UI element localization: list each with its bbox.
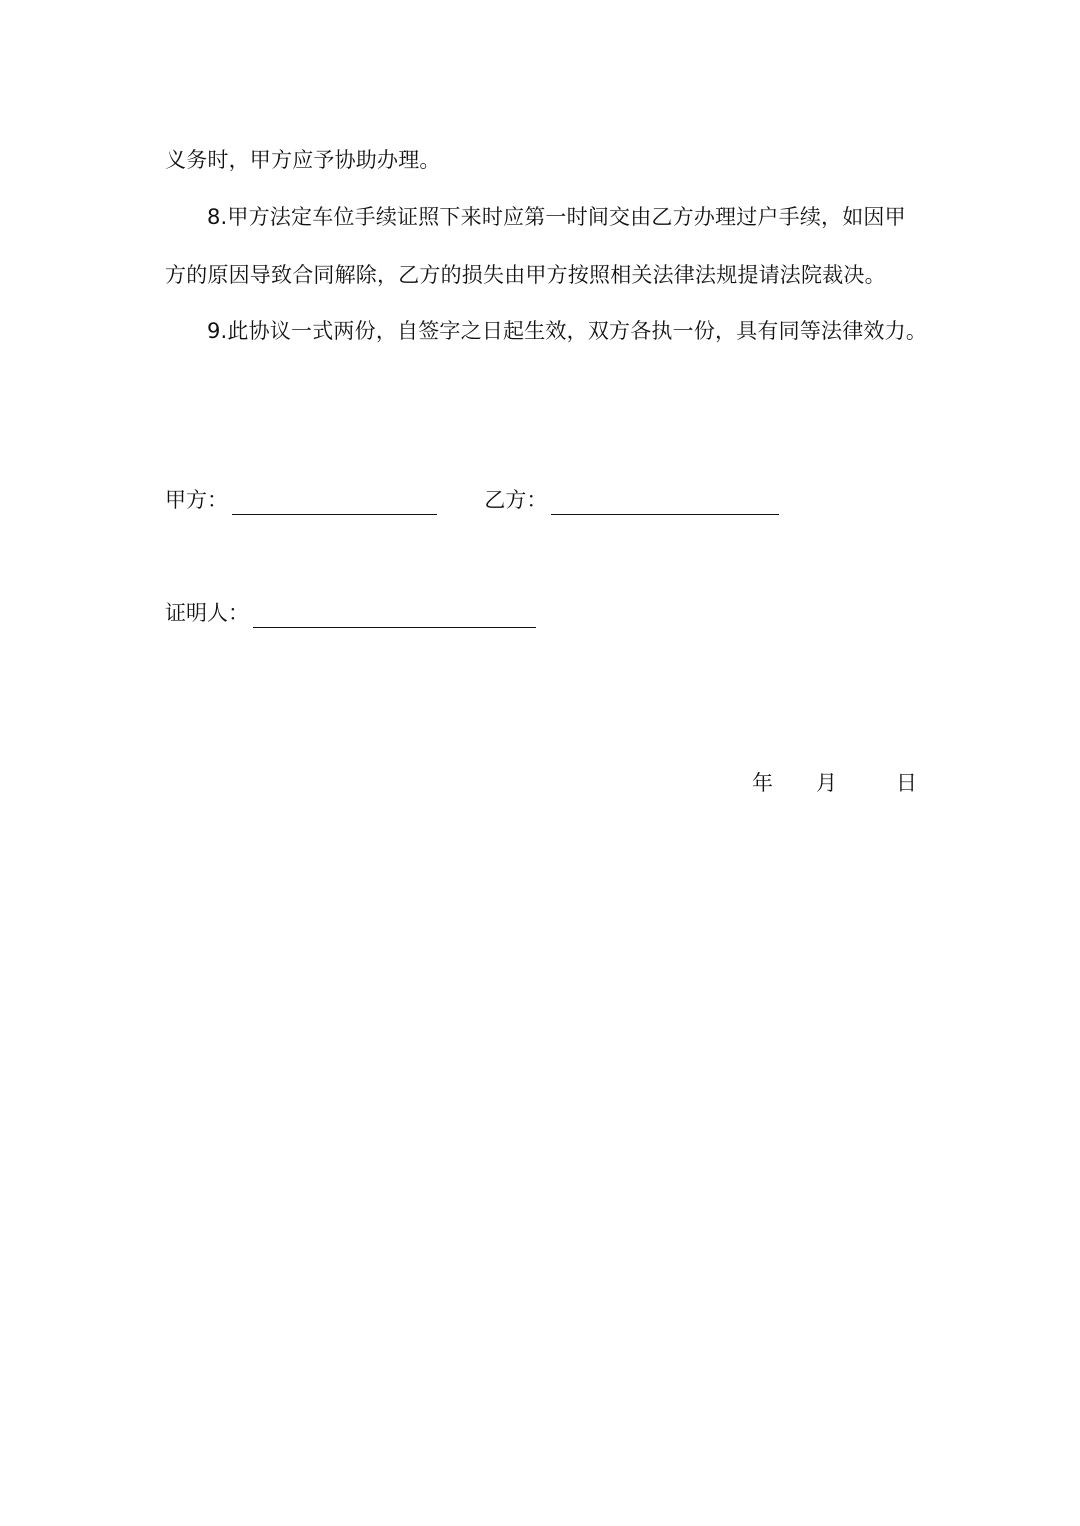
clause-8-line-2: 方的原因导致合同解除，乙方的损失由甲方按照相关法律法规提请法院裁决。	[165, 263, 886, 287]
party-a-label: 甲方：	[165, 488, 228, 512]
clause-9	[165, 302, 928, 360]
party-signature-row	[165, 485, 779, 515]
clause-8-line-1: 8.甲方法定车位手续证照下来时应第一时间交由乙方办理过户手续，如因甲	[207, 205, 906, 229]
date-day-label: 日	[896, 771, 917, 795]
paragraph-text: 义务时，甲方应予协助办理。	[165, 148, 441, 172]
date-year-label: 年	[752, 771, 773, 795]
paragraph-obligation-continuation	[165, 131, 925, 189]
party-b-signature-line[interactable]	[551, 490, 779, 515]
date-month-label: 月	[816, 771, 837, 795]
clause-8	[165, 188, 925, 304]
witness-signature-line[interactable]	[253, 603, 536, 628]
clause-9-text: 9.此协议一式两份，自签字之日起生效，双方各执一份，具有同等法律效力。	[207, 319, 928, 343]
witness-signature-row	[165, 598, 536, 628]
party-b-label: 乙方：	[484, 488, 548, 512]
witness-label: 证明人：	[165, 601, 249, 625]
party-a-signature-line[interactable]	[232, 490, 437, 515]
signing-date	[752, 768, 917, 798]
